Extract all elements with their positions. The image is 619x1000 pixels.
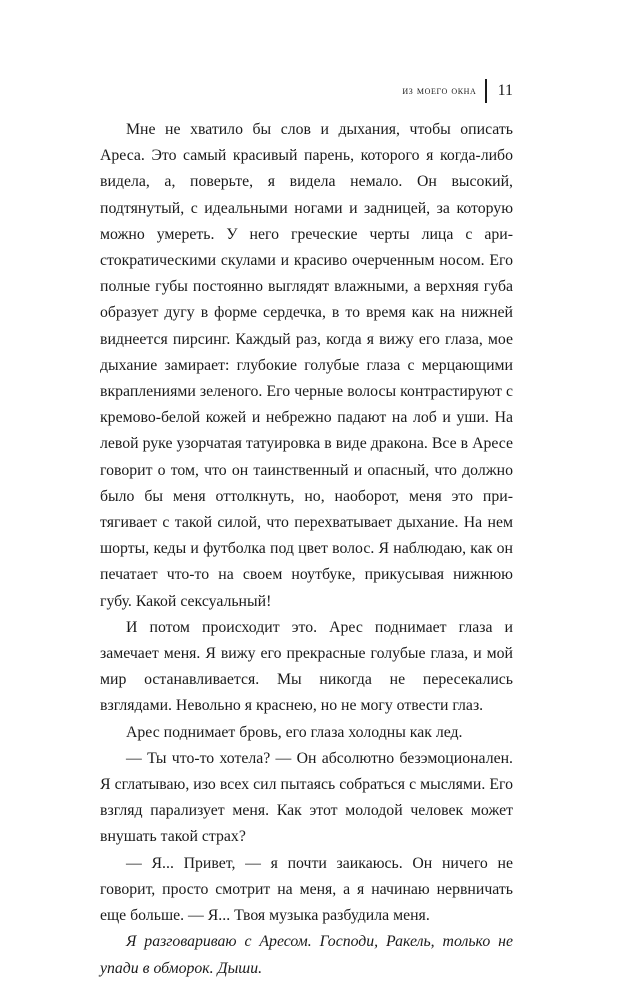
- paragraph: — Я... Привет, — я почти заикаюсь. Он ничего не говорит, просто смотрит на меня, а я начинаю нервничать еще больше. — Я... Твоя музыка разбудила меня.: [100, 854, 513, 925]
- paragraph: Арес поднимает бровь, его глаза холодны как лед.: [126, 723, 463, 741]
- header-divider: [485, 79, 486, 103]
- page-number: 11: [497, 82, 513, 99]
- paragraph: — Ты что-то хотела? — Он абсолютно безэмоционален. Я сглатываю, изо всех сил пытаясь собраться с мыслями. Его взгляд парализует меня. Как этот молодой человек может внушать такой страх?: [100, 749, 513, 846]
- page-header: [402, 79, 513, 103]
- paragraph: Мне не хватило бы слов и дыхания, чтобы описать Ареса. Это самый красивый парень, которого я когда-либо видела, а, поверьте, я видела немало. Он высокий, подтянутый, с идеальными ногами и задницей, за которую можно умереть. У него греческие черты лица с аристократическими скулами и красиво очерченным носом. Его полные губы постоянно выглядят влажными, а верхняя губа образует дугу в форме сердечка, в то время как на нижней виднеется пирсинг. Каждый раз, когда я вижу его глаза, мое дыхание замирает: глубокие голубые глаза с мерцающими вкраплениями зеленого. Его черные волосы контрастируют с кремово-белой кожей и небрежно падают на лоб и уши. На левой руке узорчатая татуировка в виде дракона. Все в Аресе говорит о том, что он таинственный и опасный, что должно было бы меня оттолкнуть, но, наоборот, меня это притягивает с такой силой, что перехватывает дыхание. На нем шорты, кеды и футболка под цвет волос. Я наблюдаю, как он печатает что-то на своем ноутбуке, прикусывая нижнюю губу. Какой сексуальный!: [100, 121, 513, 610]
- paragraph: И потом происходит это. Арес поднимает глаза и замечает меня. Я вижу его прекрасные голубые глаза, и мой мир останавливается. Мы никогда не пересекались взглядами. Невольно я краснею, но не могу отвести глаз.: [100, 618, 513, 715]
- running-head: из моего окна: [402, 85, 477, 97]
- paragraph-italic: Я разговариваю с Аресом. Господи, Ракель, только не упади в обморок. Дыши.: [100, 933, 513, 977]
- body-text: [100, 117, 513, 982]
